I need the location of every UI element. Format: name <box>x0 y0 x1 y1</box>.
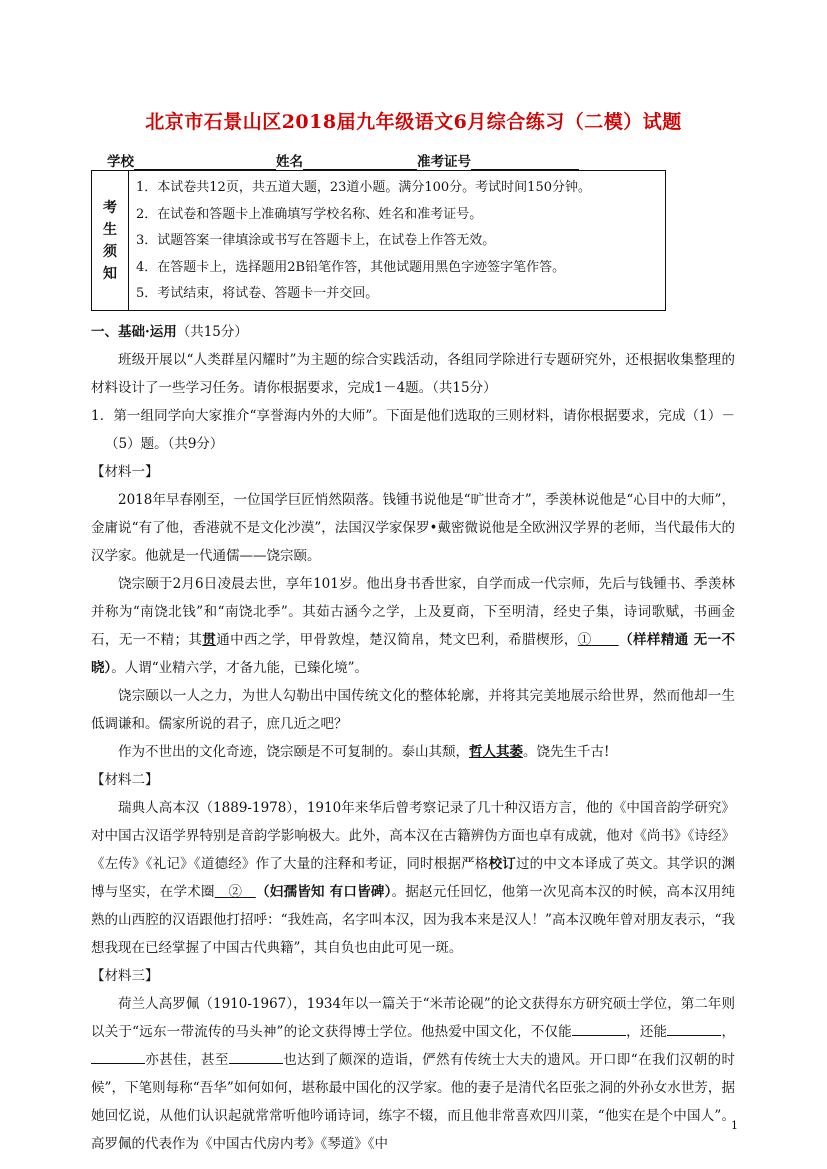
notice-side-char: 须 <box>103 243 117 260</box>
notice-item: 2．在试卷和答题卡上准确填写学校名称、姓名和准考证号。 <box>136 206 483 222</box>
notice-side-char: 考 <box>103 199 117 216</box>
material-1-paragraph: 2018年早春刚至，一位国学巨匠悄然陨落。钱锺书说他是“旷世奇才”，季羡林说他是“心目中的大师”，金庸说“有了他，香港就不是文化沙漠”，法国汉学家保罗•戴密微说他是全欧洲汉学界的老师，当代最伟大的汉学家。他就是一代通儒——饶宗颐。 <box>91 492 735 564</box>
marked-char: 贯 <box>202 632 217 648</box>
candidate-notice-box <box>91 170 666 311</box>
notice-side-char: 知 <box>103 265 117 282</box>
material-3-label: 【材料三】 <box>91 968 159 984</box>
name-blank <box>303 155 417 170</box>
exam-body <box>91 318 735 1158</box>
material-2-label: 【材料二】 <box>91 772 159 788</box>
fill-blank <box>91 1049 145 1064</box>
id-label: 准考证号 <box>417 154 471 170</box>
notice-item: 3．试题答案一律填涂或书写在答题卡上，在试卷上作答无效。 <box>136 233 496 248</box>
fill-blank-1 <box>578 632 619 648</box>
material-1-paragraph <box>91 570 735 682</box>
section-intro: 班级开展以“人类群星闪耀时”为主题的综合实践活动，各组同学除进行专题研究外，还根据收集整理的材料设计了一些学习任务。请你根据要求，完成1－4题。（共15分） <box>91 352 735 396</box>
text-run: 也达到了颇深的造诣，俨然有传统士大夫的遗风。开口即“在我们汉朝的时候”，下笔则每称“吾华”如何如何，堪称最中国化的汉学家。他的妻子是清代名臣张之洞的外孙女水世芳，据她回忆说，从他们认识起就常常听他吟诵诗词，练字不辍，而且他非常喜欢四川菜，“他实在是个中国人”。高罗佩的代表作为《中国古代房内考》《琴道》《中 <box>91 1052 736 1152</box>
material-1-label: 【材料一】 <box>91 464 159 480</box>
text-run: 。人谓“业精六学，才备九能，已臻化境”。 <box>111 660 369 676</box>
text-run: 荷兰人高罗佩（1910-1967），1934年以一篇关于“米芾论砚”的论文获得东方研究硕士学位，第二年则以关于“远东一带流传的马头神”的论文获得博士学位。他热爱中国文化，不仅能 <box>91 996 735 1040</box>
section-heading <box>91 318 735 346</box>
marked-word: 校订 <box>488 856 516 872</box>
text-run: 瑞典人高本汉（1889-1978），1910年来华后曾考察记录了几十种汉语方言，他的《中国音韵学研究》对中国古汉语学界特别是音韵学影响极大。此外，高本汉在古籍辨伪方面也卓有成就，他对《尚书》《诗经》《左传》《礼记》《道德经》作了大量的注释和考证，同时根据严格 <box>91 800 735 872</box>
text-run: 过的中文本译成了英文。其学识的渊博与坚实，在学术圈 <box>91 856 736 900</box>
fill-blank <box>572 1021 626 1036</box>
notice-side-label <box>92 171 129 310</box>
text-run: ，还能 <box>625 1024 668 1040</box>
fill-blank-2 <box>215 884 256 900</box>
blank-1-options: （样样精通 无一不晓） <box>91 632 736 676</box>
question-1: 1．第一组同学向大家推介“享誉海内外的大师”。下面是他们选取的三则材料，请你根据要求，完成（1）－（5）题。（共9分） <box>91 408 735 452</box>
material-1-paragraph: 饶宗颐以一人之力，为世人勾勒出中国传统文化的整体轮廓，并将其完美地展示给世界，然而他却一生低调谦和。儒家所说的君子，庶几近之吧？ <box>91 688 735 732</box>
id-blank <box>471 155 579 170</box>
text-run: 。据赵元任回忆，他第一次见高本汉的时候，高本汉用纯熟的山西腔的汉语跟他打招呼：“我姓高，名字叫本汉，因为我本来是汉人！”高本汉晚年曾对朋友表示，“我想我现在已经掌握了中国古代典籍”，其自负也由此可见一斑。 <box>91 884 736 956</box>
fill-blank <box>229 1049 283 1064</box>
section-title: 一、基础·运用 <box>91 324 177 340</box>
fill-blank <box>667 1021 721 1036</box>
blank-number: ② <box>228 884 243 900</box>
exam-title: 北京市石景山区2018届九年级语文6月综合练习（二模）试题 <box>145 111 682 133</box>
notice-side-char: 生 <box>103 221 117 238</box>
notice-item: 1．本试卷共12页，共五道大题，23道小题。满分100分。考试时间150分钟。 <box>136 180 591 195</box>
candidate-info-line <box>107 150 579 170</box>
blank-number: ① <box>577 632 592 648</box>
school-label: 学校 <box>107 154 134 170</box>
school-blank <box>134 155 276 170</box>
text-run: 通中西之学，甲骨敦煌，楚汉简帛，梵文巴利，希腊楔形， <box>216 632 578 648</box>
text-run: 。饶先生千古! <box>523 744 610 760</box>
text-run: 作为不世出的文化奇迹，饶宗颐是不可复制的。泰山其颓， <box>118 744 469 760</box>
blank-2-options: （妇孺皆知 有口皆碑） <box>255 884 392 900</box>
text-run: ， <box>721 1024 736 1040</box>
notice-items <box>136 179 661 312</box>
material-2-paragraph <box>91 794 735 962</box>
name-label: 姓名 <box>276 154 303 170</box>
section-score: （共15分） <box>176 324 248 340</box>
notice-item: 4．在答题卡上，选择题用2B铅笔作答，其他试题用黑色字迹签字笔作答。 <box>136 259 566 275</box>
text-run: 饶宗颐于2月6日凌晨去世，享年101岁。他出身书香世家，自学而成一代宗师，先后与钱锺书、季羡林并称为“南饶北钱”和“南饶北季”。其茹古涵今之学，上及夏商，下至明清，经史子集，诗词歌赋，书画金石，无一不精；其 <box>91 576 735 648</box>
page-number: 1 <box>731 1119 738 1132</box>
marked-phrase: 哲人其萎 <box>469 744 523 760</box>
material-1-paragraph <box>91 738 735 766</box>
notice-item: 5．考试结束，将试卷、答题卡一并交回。 <box>136 286 379 301</box>
text-run: 亦甚佳，甚至 <box>145 1052 229 1068</box>
material-3-paragraph <box>91 990 735 1158</box>
